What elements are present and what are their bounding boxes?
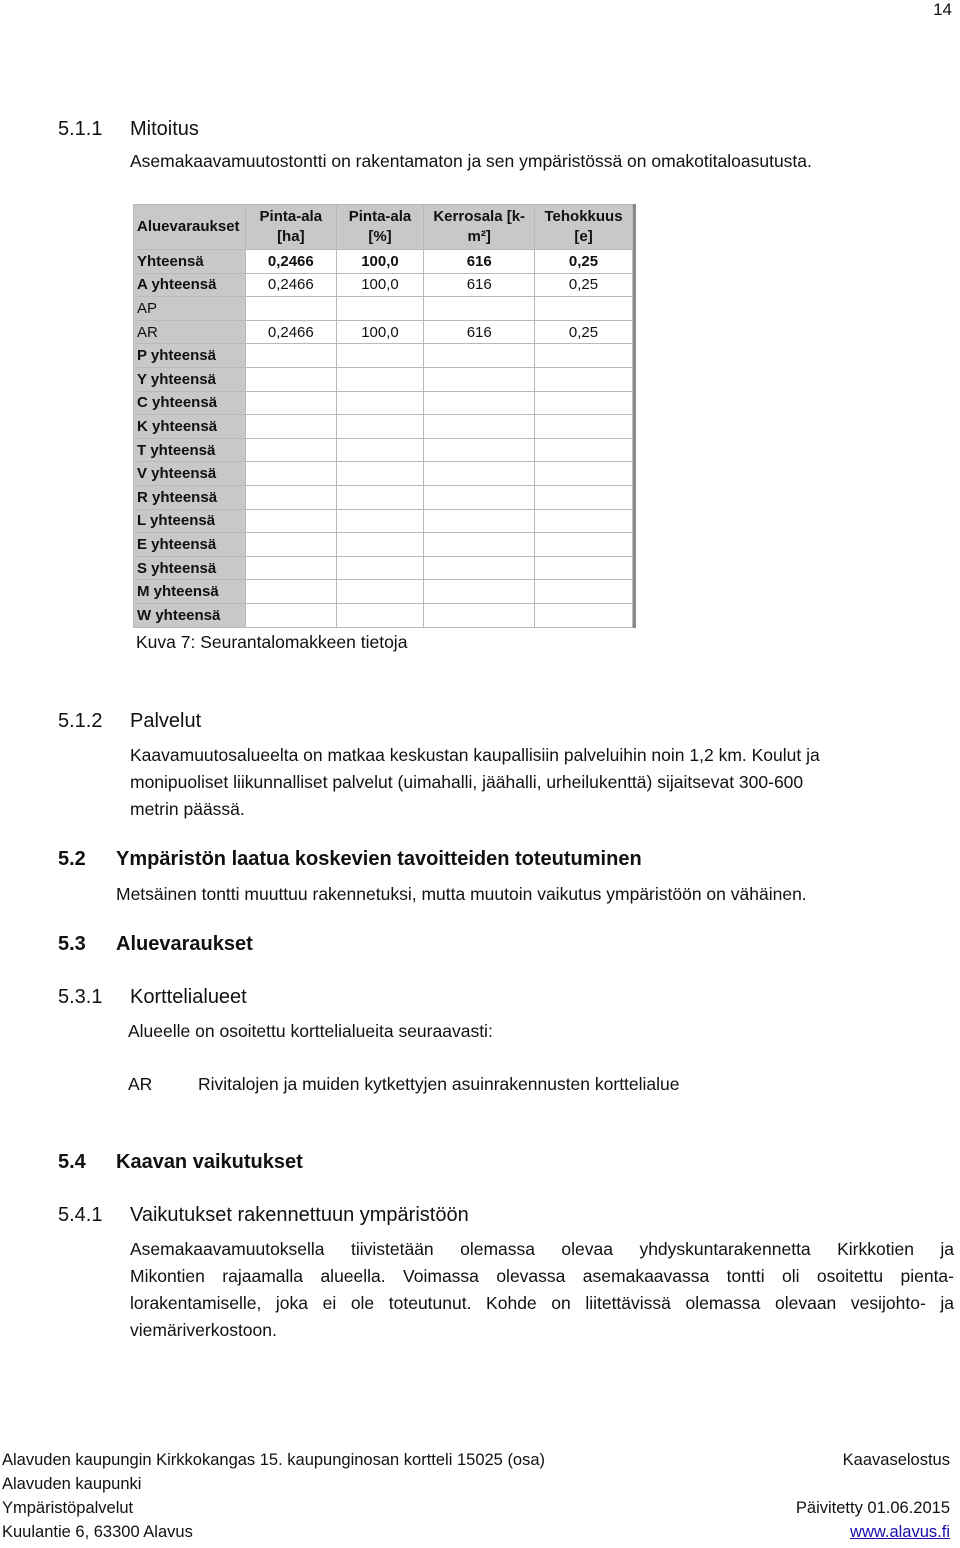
table-cell: [245, 603, 336, 627]
heading-5-2: [58, 848, 642, 871]
figure-caption: Kuva 7: Seurantalomakkeen tietoja: [136, 632, 408, 652]
row-label: A yhteensä: [134, 273, 246, 297]
footer-document-type: Kaavaselostus: [842, 1451, 950, 1469]
footer-line: Kuulantie 6, 63300 Alavus: [2, 1523, 193, 1541]
row-label: T yhteensä: [134, 438, 246, 462]
paragraph-ymparisto: Metsäinen tontti muuttuu rakennetuksi, mutta muutoin vaikutus ympäristöön on vähäinen.: [116, 884, 807, 904]
footer-line: Alavuden kaupungin Kirkkokangas 15. kaupunginosan kortteli 15025 (osa): [2, 1451, 546, 1469]
section-number: 5.1.1: [58, 118, 103, 140]
section-number: 5.4.1: [58, 1204, 103, 1226]
section-number: 5.4: [58, 1151, 86, 1173]
table-row: [134, 367, 633, 391]
table-cell: [245, 438, 336, 462]
table-cell: [535, 533, 633, 557]
table-row: [134, 391, 633, 415]
table-cell: [535, 580, 633, 604]
table-cell: [535, 344, 633, 368]
row-label: M yhteensä: [134, 580, 246, 604]
table-cell: [424, 603, 535, 627]
column-header-line: [e]: [574, 228, 593, 245]
table-cell: 0,2466: [245, 273, 336, 297]
text-line: monipuoliset liikunnalliset palvelut (uimahalli, jäähalli, urheilukenttä) sijaitsevat 300-600: [130, 772, 804, 792]
table-cell: [336, 415, 424, 439]
table-cell: [535, 367, 633, 391]
row-label: Yhteensä: [134, 250, 246, 274]
heading-5-3-1: [58, 986, 247, 1009]
row-label: R yhteensä: [134, 485, 246, 509]
table-cell: [424, 391, 535, 415]
table-header-row: [134, 205, 633, 250]
zone-description: Rivitalojen ja muiden kytkettyjen asuinrakennusten korttelialue: [198, 1074, 680, 1094]
table-cell: [424, 580, 535, 604]
table-cell: [424, 344, 535, 368]
table-row: [134, 556, 633, 580]
column-header-line: Pinta-ala: [348, 208, 412, 225]
table-cell: [535, 297, 633, 321]
table-cell: [336, 533, 424, 557]
section-title: Mitoitus: [130, 118, 199, 140]
table-cell: 100,0: [336, 273, 424, 297]
table-cell: 0,2466: [245, 320, 336, 344]
table-cell: [336, 580, 424, 604]
footer-left: [2, 1448, 545, 1544]
table-cell: [424, 485, 535, 509]
table-row: [134, 509, 633, 533]
table-row: [134, 320, 633, 344]
table-cell: 0,25: [535, 250, 633, 274]
row-label: C yhteensä: [134, 391, 246, 415]
row-label: Y yhteensä: [134, 367, 246, 391]
table-cell: [336, 603, 424, 627]
column-header-line: Tehokkuus: [544, 208, 623, 225]
table-cell: [535, 462, 633, 486]
heading-5-4: [58, 1151, 303, 1174]
text-line: metrin päässä.: [130, 799, 245, 819]
table-cell: [336, 367, 424, 391]
column-header-line: [ha]: [277, 228, 305, 245]
table-cell: [245, 344, 336, 368]
column-header-line: [%]: [368, 228, 392, 245]
text-line: lorakentamiselle, joka ei ole toteutunut. Kohde on liitettävissä olemassa olevaan vesijohto- ja: [130, 1293, 954, 1313]
table-cell: 616: [424, 273, 535, 297]
table-cell: [245, 485, 336, 509]
table-cell: [535, 485, 633, 509]
table-row: [134, 250, 633, 274]
text-line: Asemakaavamuutoksella tiivistetään olemassa olevaa yhdyskuntarakennetta Kirkkotien ja: [130, 1239, 954, 1259]
column-header-line: Aluevaraukset: [137, 218, 240, 235]
table-cell: [336, 297, 424, 321]
table-cell: [245, 533, 336, 557]
table-cell: [245, 580, 336, 604]
section-number: 5.2: [58, 848, 86, 870]
footer-right: [796, 1448, 950, 1544]
row-label: S yhteensä: [134, 556, 246, 580]
page-number: 14: [933, 0, 952, 19]
section-title: Kaavan vaikutukset: [116, 1151, 303, 1173]
table-cell: [535, 391, 633, 415]
table-cell: [424, 556, 535, 580]
footer-line: Ympäristöpalvelut: [2, 1499, 134, 1517]
table-cell: [245, 415, 336, 439]
heading-5-4-1: [58, 1204, 469, 1227]
table-cell: [535, 603, 633, 627]
table-row: [134, 485, 633, 509]
table-cell: [245, 367, 336, 391]
table-row: [134, 580, 633, 604]
heading-5-1-2: [58, 710, 201, 733]
section-number: 5.3: [58, 933, 86, 955]
section-title: Palvelut: [130, 710, 202, 732]
paragraph-palvelut: [130, 742, 820, 823]
paragraph-mitoitus: Asemakaavamuutostontti on rakentamaton ja sen ympäristössä on omakotitaloasutusta.: [130, 151, 812, 171]
row-label: E yhteensä: [134, 533, 246, 557]
table-row: [134, 438, 633, 462]
text-line: Kaavamuutosalueelta on matkaa keskustan kaupallisiin palveluihin noin 1,2 km. Koulut ja: [130, 745, 820, 765]
table-cell: [336, 556, 424, 580]
table-row: [134, 533, 633, 557]
table-cell: [336, 509, 424, 533]
table-cell: [245, 391, 336, 415]
column-header-line: m²]: [467, 228, 491, 245]
heading-5-3: [58, 933, 253, 956]
table-cell: [424, 367, 535, 391]
table-cell: 0,2466: [245, 250, 336, 274]
table-cell: [535, 509, 633, 533]
table-cell: [424, 297, 535, 321]
table-cell: [336, 438, 424, 462]
table-cell: [336, 344, 424, 368]
table-row: [134, 344, 633, 368]
table-cell: [336, 391, 424, 415]
table-cell: [245, 297, 336, 321]
row-label: V yhteensä: [134, 462, 246, 486]
table-row: [134, 273, 633, 297]
table-row: [134, 462, 633, 486]
table-cell: [245, 462, 336, 486]
table-cell: [424, 509, 535, 533]
column-header: [134, 205, 246, 250]
table-row: [134, 297, 633, 321]
table-cell: [424, 438, 535, 462]
table-cell: [336, 485, 424, 509]
table-cell: [245, 509, 336, 533]
column-header-line: Kerrosala [k-: [433, 208, 526, 225]
row-label: AR: [134, 320, 246, 344]
section-title: Korttelialueet: [130, 986, 247, 1008]
section-number: 5.3.1: [58, 986, 103, 1008]
table-cell: [535, 438, 633, 462]
table-cell: 0,25: [535, 273, 633, 297]
section-title: Aluevaraukset: [116, 933, 253, 955]
table-cell: [245, 556, 336, 580]
mitoitus-table: [133, 204, 636, 628]
section-number: 5.1.2: [58, 710, 103, 732]
column-header: [245, 205, 336, 250]
table-cell: 100,0: [336, 250, 424, 274]
column-header-line: Pinta-ala: [259, 208, 323, 225]
row-label: K yhteensä: [134, 415, 246, 439]
table-cell: 616: [424, 250, 535, 274]
footer-line: Alavuden kaupunki: [2, 1475, 142, 1493]
row-label: L yhteensä: [134, 509, 246, 533]
paragraph-vaikutukset: [130, 1236, 954, 1344]
table-cell: 100,0: [336, 320, 424, 344]
column-header: [424, 205, 535, 250]
column-header: [336, 205, 424, 250]
section-title: Ympäristön laatua koskevien tavoitteiden toteutuminen: [116, 848, 642, 870]
zone-code: AR: [128, 1074, 153, 1094]
paragraph-korttelialueet: Alueelle on osoitettu korttelialueita seuraavasti:: [128, 1021, 493, 1041]
table-row: [134, 415, 633, 439]
table-cell: [535, 415, 633, 439]
row-label: P yhteensä: [134, 344, 246, 368]
row-label: AP: [134, 297, 246, 321]
website-link[interactable]: www.alavus.fi: [850, 1523, 950, 1541]
table-cell: 0,25: [535, 320, 633, 344]
footer-updated-date: Päivitetty 01.06.2015: [795, 1499, 950, 1517]
table-cell: [336, 462, 424, 486]
table-cell: [424, 533, 535, 557]
table-cell: [535, 556, 633, 580]
row-label: W yhteensä: [134, 603, 246, 627]
section-title: Vaikutukset rakennettuun ympäristöön: [130, 1204, 469, 1226]
table-cell: 616: [424, 320, 535, 344]
heading-5-1-1: [58, 118, 199, 141]
column-header: [535, 205, 633, 250]
text-line: Mikontien rajaamalla alueella. Voimassa olevassa asemakaavassa tontti oli osoitettu pienta-: [130, 1266, 954, 1286]
table-cell: [424, 462, 535, 486]
text-line: viemäriverkostoon.: [130, 1320, 277, 1340]
table-cell: [424, 415, 535, 439]
table-row: [134, 603, 633, 627]
